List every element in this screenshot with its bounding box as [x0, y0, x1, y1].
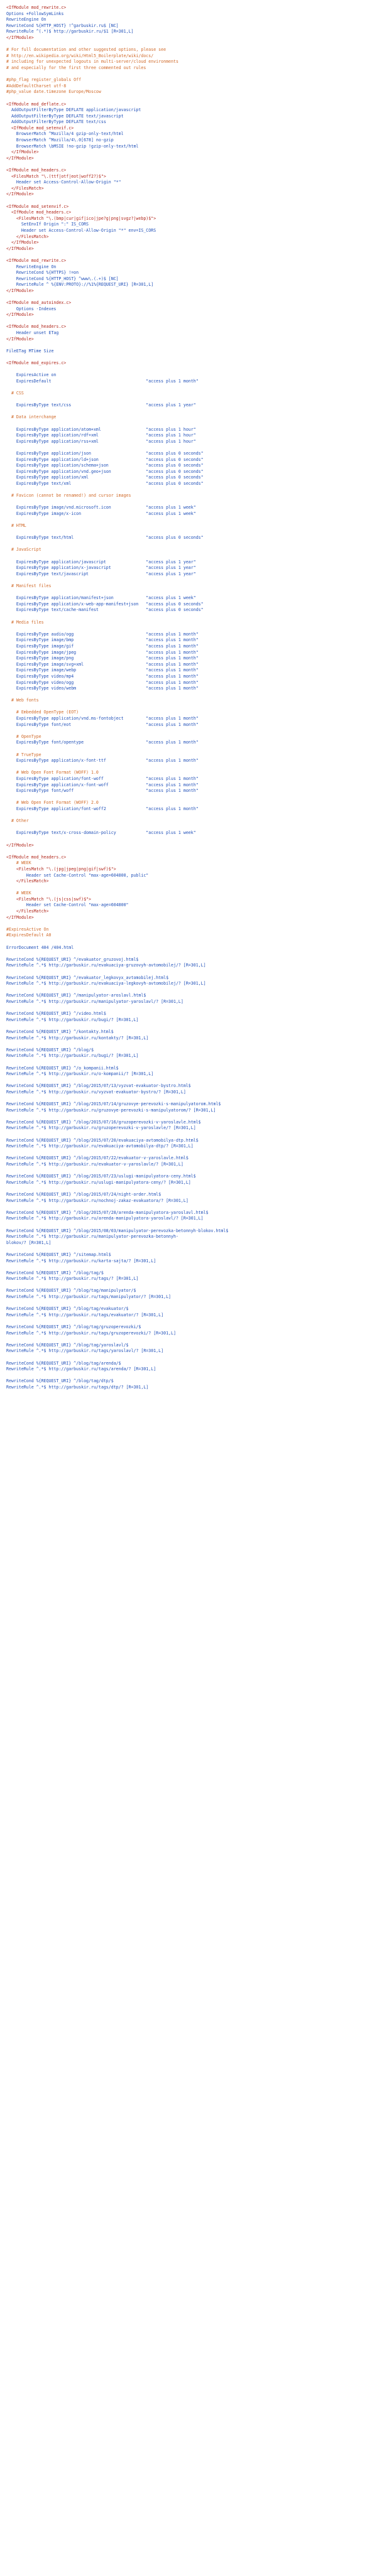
blank-line	[6, 72, 372, 78]
blank-line	[6, 354, 372, 360]
directive-line: ExpiresByType text/javascript "access plus 1 year"	[6, 571, 196, 576]
directive-line: Header unset ETag	[6, 330, 59, 336]
directive-line: ExpiresByType application/font-woff "access plus 1 month"	[6, 776, 199, 781]
directive-line: RewriteCond %{HTTPS} !=on	[6, 270, 79, 276]
directive-line: RewriteCond %{REQUEST_URI} ^/blog/2015/07/28/arenda-manipulyatora-yaroslavl.html$	[6, 1210, 209, 1215]
blank-line	[6, 625, 372, 632]
directive-line: RewriteCond %{REQUEST_URI} ^/blog/2015/07/14/gruzovye-perevozki-s-manipulyatorom.html$	[6, 1101, 221, 1107]
blank-line	[6, 342, 372, 349]
directive-line: RewriteRule ^.*$ http://garbuskir.ru/evakuator-v-yaroslavle/? [R=301,L]	[6, 1162, 183, 1167]
blank-line	[6, 318, 372, 325]
section-line: </FilesMatch>	[6, 879, 49, 884]
comment-line: # Embedded OpenType (EOT)	[6, 710, 79, 715]
directive-line: RewriteRule ^.*$ http://garbuskir.ru/tags/manipulyator/? [R=301,L]	[6, 1294, 172, 1300]
directive-line: RewriteRule ^.*$ http://garbuskir.ru/manipulyator-perevozka-betonnyh-	[6, 1234, 178, 1240]
directive-line: ExpiresActive on	[6, 372, 57, 378]
directive-line: RewriteRule ^.*$ http://garbuskir.ru/tags/gruzoperevozki/? [R=301,L]	[6, 1330, 176, 1336]
directive-line: AddOutputFilterByType DEFLATE application/javascript	[6, 107, 141, 113]
directive-line: ExpiresByType application/x-font-woff "access plus 1 month"	[6, 782, 199, 787]
directive-line: RewriteRule ^.*$ http://garbuskir.ru/kontakty/? [R=301,L]	[6, 1035, 149, 1041]
blank-line	[6, 541, 372, 548]
directive-line: RewriteRule ^.*$ http://garbuskir.ru/arenda-manipulyatora-yaroslavl/? [R=301,L]	[6, 1216, 204, 1221]
directive-line: RewriteRule ^.*$ http://garbuskir.ru/bugi/? [R=301,L]	[6, 1017, 139, 1022]
blank-line	[6, 1222, 372, 1228]
blank-line	[6, 590, 372, 596]
directive-line: blokov/? [R=301,L]	[6, 1240, 52, 1245]
blank-line	[6, 1095, 372, 1101]
blank-line	[6, 813, 372, 819]
directive-line: ExpiresByType image/webp "access plus 1 month"	[6, 668, 199, 673]
directive-line: RewriteCond %{HTTP_HOST} ^www\.(.+)$ [NC]	[6, 276, 119, 281]
section-line: <FilesMatch "\.(js|css|swf)$">	[6, 896, 91, 902]
directive-line: RewriteCond %{REQUEST_URI} ^/kontakty.html$	[6, 1029, 114, 1034]
directive-line: RewriteCond %{REQUEST_URI} ^/blog/2015/07/22/evakuator-v-yaroslavle.html$	[6, 1155, 188, 1161]
directive-line: ExpiresByType image/jpeg "access plus 1 month"	[6, 649, 199, 655]
directive-line: ExpiresByType text/xml "access plus 0 seconds"	[6, 480, 204, 486]
comment-line: # Other	[6, 818, 29, 824]
blank-line	[6, 1336, 372, 1343]
directive-line: Header set Cache-Control "max-age=604800, public"	[6, 872, 149, 878]
comment-line: # http://en.wikipedia.org/wiki/Html5_Boilerplate/wiki/docs/	[6, 53, 154, 58]
directive-line: RewriteRule ^.*$ http://garbuskir.ru/evakuaciya-gruzovyh-avtomobilej/? [R=301,L]	[6, 963, 206, 968]
blank-line	[6, 1168, 372, 1174]
directive-line: RewriteRule ^.*$ http://garbuskir.ru/evakuaciya-legkovyh-avtomobilej/? [R=301,L]	[6, 981, 206, 987]
blank-line	[6, 746, 372, 752]
directive-line: ExpiresByType application/x-font-ttf "access plus 1 month"	[6, 758, 199, 764]
directive-line: RewriteRule ^.*$ http://garbuskir.ru/tags/evakuator/? [R=301,L]	[6, 1312, 164, 1318]
blank-line	[6, 1078, 372, 1084]
directive-line: RewriteRule ^.*$ http://garbuskir.ru/evakuaciya-avtomobilya-dtp/? [R=301,L]	[6, 1144, 194, 1149]
blank-line	[6, 445, 372, 451]
comment-line: #php_flag register_globals Off	[6, 77, 82, 83]
directive-line: SetEnvIf Origin ":" IS_CORS	[6, 222, 89, 227]
blank-line	[6, 692, 372, 698]
directive-line: RewriteCond %{REQUEST_URI} ^/blog/tag/yaroslavl/$	[6, 1342, 129, 1348]
section-line: </IfModule>	[6, 192, 34, 197]
blank-line	[6, 295, 372, 301]
directive-line: ExpiresByType audio/ogg "access plus 1 month"	[6, 631, 199, 637]
blank-line	[6, 198, 372, 204]
directive-line: ExpiresByType text/x-cross-domain-policy "access plus 1 week"	[6, 830, 196, 836]
directive-line: ExpiresByType application/atom+xml "access plus 1 hour"	[6, 426, 196, 432]
comment-line: # CSS	[6, 391, 24, 396]
blank-line	[6, 1355, 372, 1361]
section-line: </FilesMatch>	[6, 185, 44, 191]
directive-line: RewriteRule ^.*$ http://garbuskir.ru/tags/? [R=301,L]	[6, 1276, 139, 1282]
blank-line	[6, 836, 372, 843]
directive-line: RewriteRule ^(.*)$ http://garbuskir.ru/$1 [R=301,L]	[6, 29, 134, 35]
section-line: </IfModule>	[6, 246, 34, 251]
comment-line: # Manifest files	[6, 583, 52, 588]
comment-line: # OpenType	[6, 733, 41, 739]
section-line: <IfModule mod_rewrite.c>	[6, 257, 67, 263]
directive-line: RewriteRule ^.*$ http://garbuskir.ru/vyzvat-evakuator-bystro/? [R=301,L]	[6, 1089, 186, 1095]
section-line: <IfModule mod_headers.c>	[6, 854, 67, 860]
blank-line	[6, 987, 372, 993]
section-line: <IfModule mod_expires.c>	[6, 360, 67, 366]
blank-line	[6, 969, 372, 975]
blank-line	[6, 1318, 372, 1324]
blank-line	[6, 529, 372, 536]
directive-line: ExpiresByType application/x-javascript "access plus 1 year"	[6, 565, 196, 571]
directive-line: RewriteCond %{HTTP_HOST} !^garbuskir.ru$ [NC]	[6, 23, 119, 28]
directive-line: ExpiresByType video/webm "access plus 1 month"	[6, 686, 199, 691]
directive-line: RewriteCond %{REQUEST_URI} ^/blog/tag/dtp/$	[6, 1378, 114, 1384]
section-line: <IfModule mod_headers.c>	[6, 210, 72, 215]
section-line: <IfModule mod_headers.c>	[6, 324, 67, 330]
directive-line: RewriteCond %{REQUEST_URI} ^/blog/2015/07/24/night-order.html$	[6, 1191, 161, 1197]
blank-line	[6, 921, 372, 927]
section-line: </IfModule>	[6, 914, 34, 920]
blank-line	[6, 1059, 372, 1066]
comment-line: # Data interchange	[6, 414, 57, 420]
directive-line: RewriteRule ^.*$ http://garbuskir.ru/tags/dtp/? [R=301,L]	[6, 1384, 149, 1390]
directive-line: ExpiresByType application/manifest+json "access plus 1 week"	[6, 595, 196, 601]
comment-line: # WEEK	[6, 890, 31, 896]
directive-line: RewriteRule ^.*$ http://garbuskir.ru/tags/arenda/? [R=301,L]	[6, 1366, 156, 1372]
blank-line	[6, 41, 372, 48]
directive-line: RewriteRule ^.*$ http://garbuskir.ru/gruzovye-perevozki-s-manipulyatorom/? [R=301,L]	[6, 1107, 216, 1113]
directive-line: AddOutputFilterByType DEFLATE text/javascript	[6, 113, 124, 119]
directive-line: ExpiresByType application/json "access plus 0 seconds"	[6, 450, 204, 456]
directive-line: Options +FollowSymLinks	[6, 11, 64, 16]
directive-line: RewriteEngine On	[6, 264, 57, 269]
directive-line: ExpiresByType application/font-woff2 "access plus 1 month"	[6, 806, 199, 811]
section-line: <FilesMatch "\.(bmp|cur|gif|ico|jpe?g|png|svgz?|webp)$">	[6, 215, 156, 221]
directive-line: RewriteCond %{REQUEST_URI} ^/blog/$	[6, 1047, 94, 1053]
blank-line	[6, 553, 372, 560]
section-line: </IfModule>	[6, 842, 34, 848]
directive-line: Options -Indexes	[6, 306, 57, 311]
comment-line: # Favicon (cannot be renamed!) and cursor images	[6, 493, 131, 499]
directive-line: ExpiresByType text/css "access plus 1 year"	[6, 403, 196, 408]
directive-line: ExpiresByType image/bmp "access plus 1 month"	[6, 637, 199, 643]
directive-line: RewriteCond %{REQUEST_URI} ^/blog/2015/07/20/evakuaciya-avtomobilya-dtp.html$	[6, 1137, 199, 1143]
directive-line: RewriteCond %{REQUEST_URI} ^/manipulyator-aroslavl.html$	[6, 993, 146, 998]
blank-line	[6, 487, 372, 494]
directive-line: RewriteCond %{REQUEST_URI} ^/blog/2015/07/16/gruzoperevozki-v-yaroslavle.html$	[6, 1119, 201, 1125]
directive-line: ExpiresByType image/png "access plus 1 month"	[6, 656, 199, 661]
directive-line: ExpiresByType application/x-web-app-manifest+json "access plus 0 seconds"	[6, 601, 204, 607]
blank-line	[6, 825, 372, 831]
directive-line: ExpiresByType application/xml "access plus 0 seconds"	[6, 475, 204, 480]
section-line: <IfModule mod_rewrite.c>	[6, 5, 67, 10]
directive-line: RewriteCond %{REQUEST_URI} ^/blog/tag/gruzoperevozki/$	[6, 1324, 141, 1330]
comment-line: #ExpiresDefault A0	[6, 933, 52, 938]
comment-line: # Web Open Font Format (WOFF) 2.0	[6, 800, 99, 806]
comment-line: # including for unexpected logouts in multi-server/cloud environments	[6, 59, 178, 65]
directive-line: RewriteRule ^.*$ http://garbuskir.ru/uslugi-manipulyatora-ceny/? [R=301,L]	[6, 1179, 191, 1185]
blank-line	[6, 499, 372, 506]
comment-line: # and especially for the first three commented out rules	[6, 65, 146, 70]
directive-line: ExpiresByType font/opentype "access plus 1 month"	[6, 740, 199, 745]
blank-line	[6, 1132, 372, 1138]
directive-line: RewriteRule ^.*$ http://garbuskir.ru/gruzoperevozki-v-yaroslavle/? [R=301,L]	[6, 1125, 196, 1131]
directive-line: Header set Cache-Control "max-age=604800"	[6, 902, 129, 908]
directive-line: Header set Access-Control-Allow-Origin "*"	[6, 180, 121, 185]
directive-line: Header set Access-Control-Allow-Origin "*" env=IS_CORS	[6, 227, 156, 233]
directive-line: ExpiresByType application/rss+xml "access plus 1 hour"	[6, 438, 196, 444]
directive-line: RewriteCond %{REQUEST_URI} ^/o_kompanii.html$	[6, 1065, 119, 1071]
blank-line	[6, 252, 372, 258]
section-line: <IfModule mod_headers.c>	[6, 168, 67, 173]
blank-line	[6, 1301, 372, 1307]
blank-line	[6, 1282, 372, 1289]
blank-line	[6, 794, 372, 801]
directive-line: RewriteCond %{REQUEST_URI} ^/blog/tag/arenda/$	[6, 1360, 121, 1366]
section-line: </FilesMatch>	[6, 909, 49, 914]
blank-line	[6, 1113, 372, 1120]
comment-line: # HTML	[6, 523, 26, 529]
blank-line	[6, 939, 372, 945]
blank-line	[6, 161, 372, 168]
blank-line	[6, 1023, 372, 1029]
directive-line: RewriteRule ^.*$ http://garbuskir.ru/manipulyator-yaroslavl/? [R=301,L]	[6, 998, 183, 1004]
blank-line	[6, 1041, 372, 1047]
section-line: <FilesMatch "\.(jpg|jpeg|png|gif|swf)$">	[6, 866, 116, 872]
blank-line	[6, 517, 372, 523]
directive-line: RewriteCond %{REQUEST_URI} ^/blog/tag/evakuator/$	[6, 1306, 129, 1312]
directive-line: ExpiresByType video/ogg "access plus 1 month"	[6, 679, 199, 685]
directive-line: RewriteCond %{REQUEST_URI} ^/blog/tag/manipulyator/$	[6, 1288, 136, 1294]
directive-line: RewriteCond %{REQUEST_URI} ^/video.html$	[6, 1011, 106, 1017]
directive-line: ExpiresByType application/rdf+xml "access plus 1 hour"	[6, 433, 196, 438]
blank-line	[6, 397, 372, 403]
directive-line: RewriteRule ^.*$ http://garbuskir.ru/bugi/? [R=301,L]	[6, 1053, 139, 1059]
directive-line: ExpiresByType font/eot "access plus 1 month"	[6, 722, 199, 727]
blank-line	[6, 885, 372, 891]
directive-line: RewriteRule ^.*$ http://garbuskir.ru/nochnoj-zakaz-evakuatora/? [R=301,L]	[6, 1198, 188, 1203]
section-line: <IfModule mod_setenvif.c>	[6, 125, 74, 131]
directive-line: RewriteRule ^ %{ENV:PROTO}://%1%{REQUEST_URI} [R=301,L]	[6, 282, 154, 288]
blank-line	[6, 728, 372, 734]
section-line: </IfModule>	[6, 155, 34, 161]
directive-line: ExpiresByType text/html "access plus 0 seconds"	[6, 535, 204, 541]
comment-line: #AddDefaultCharset utf-8	[6, 83, 67, 89]
section-line: <FilesMatch "\.(ttf|otf|eot|woff2?)$">	[6, 173, 106, 179]
blank-line	[6, 577, 372, 583]
directive-line: ExpiresByType application/schema+json "access plus 0 seconds"	[6, 463, 204, 468]
directive-line: RewriteRule ^.*$ http://garbuskir.ru/o-kompanii/? [R=301,L]	[6, 1071, 154, 1077]
section-line: </FilesMatch>	[6, 234, 49, 239]
blank-line	[6, 421, 372, 427]
directive-line: RewriteEngine On	[6, 17, 46, 23]
directive-line: FileETag MTime Size	[6, 348, 54, 354]
blank-line	[6, 1005, 372, 1012]
blank-line	[6, 1204, 372, 1210]
blank-line	[6, 848, 372, 855]
directive-line: RewriteCond %{REQUEST_URI} ^/evakuator_gruzovoj.html$	[6, 956, 139, 962]
directive-line: ExpiresByType image/x-icon "access plus 1 week"	[6, 511, 196, 516]
blank-line	[6, 384, 372, 391]
directive-line: BrowserMatch ^Mozilla/4 gzip-only-text/html	[6, 131, 124, 137]
section-line: </IfModule>	[6, 240, 39, 246]
comment-line: # JavaScript	[6, 547, 41, 553]
directive-line: ExpiresByType image/vnd.microsoft.icon "access plus 1 week"	[6, 505, 196, 511]
directive-line: BrowserMatch ^Mozilla/4\.0[678] no-gzip	[6, 138, 114, 143]
directive-line: RewriteRule ^.*$ http://garbuskir.ru/karta-sajta/? [R=301,L]	[6, 1258, 156, 1264]
comment-line: # WEEK	[6, 860, 31, 866]
blank-line	[6, 614, 372, 620]
blank-line	[6, 1373, 372, 1379]
section-line: <IfModule mod_setenvif.c>	[6, 203, 69, 209]
comment-line: # Media files	[6, 619, 44, 625]
directive-line: ErrorDocument 404 /404.html	[6, 944, 74, 950]
comment-line: #php_value date.timezone Europe/Moscow	[6, 89, 101, 95]
directive-line: RewriteRule ^.*$ http://garbuskir.ru/tags/yaroslavl/? [R=301,L]	[6, 1348, 164, 1354]
directive-line: RewriteCond %{REQUEST_URI} ^/blog/2015/07/23/uslugi-manipulyatora-ceny.html$	[6, 1174, 196, 1179]
comment-line: # For full documentation and other suggested options, please see	[6, 47, 167, 53]
directive-line: ExpiresByType image/gif "access plus 1 month"	[6, 643, 199, 649]
blank-line	[6, 1186, 372, 1192]
directive-line: ExpiresByType application/ld+json "access plus 0 seconds"	[6, 457, 204, 462]
blank-line	[6, 1264, 372, 1270]
directive-line: ExpiresByType application/vnd.ms-fontobject "access plus 1 month"	[6, 716, 199, 722]
section-line: </IfModule>	[6, 312, 34, 318]
section-line: </IfModule>	[6, 336, 34, 342]
blank-line	[6, 409, 372, 415]
comment-line: # Web Open Font Format (WOFF) 1.0	[6, 770, 99, 776]
directive-line: RewriteCond %{REQUEST_URI} ^/sitemap.html$	[6, 1252, 111, 1257]
directive-line: ExpiresByType application/vnd.geo+json "access plus 0 seconds"	[6, 468, 204, 474]
directive-line: ExpiresByType image/svg+xml "access plus 1 month"	[6, 661, 199, 667]
directive-line: ExpiresDefault "access plus 1 month"	[6, 378, 199, 384]
section-line: </IfModule>	[6, 149, 39, 155]
section-line: <IfModule mod_autoindex.c>	[6, 300, 72, 306]
directive-line: RewriteCond %{REQUEST_URI} ^/blog/2015/08/03/manipulyator-perevozka-betonnyh-blokov.html$	[6, 1228, 229, 1233]
directive-line: ExpiresByType font/woff "access plus 1 month"	[6, 788, 199, 794]
directive-line: ExpiresByType application/javascript "access plus 1 year"	[6, 559, 196, 565]
blank-line	[6, 1246, 372, 1252]
blank-line	[6, 951, 372, 957]
section-line: </IfModule>	[6, 288, 34, 293]
blank-line	[6, 367, 372, 373]
comment-line: # TrueType	[6, 752, 41, 757]
directive-line: ExpiresByType video/mp4 "access plus 1 month"	[6, 673, 199, 679]
directive-line: RewriteCond %{REQUEST_URI} ^/evakuator_legkovyx_avtomobilej.html$	[6, 975, 169, 980]
blank-line	[6, 1150, 372, 1156]
blank-line	[6, 764, 372, 771]
directive-line: RewriteCond %{REQUEST_URI} ^/blog/tag/$	[6, 1270, 104, 1275]
blank-line	[6, 95, 372, 102]
section-line: </IfModule>	[6, 35, 34, 40]
comment-line: # Web fonts	[6, 698, 39, 703]
directive-line: AddOutputFilterByType DEFLATE text/css	[6, 119, 106, 125]
directive-line: BrowserMatch \bMSIE !no-gzip !gzip-only-text/html	[6, 143, 139, 149]
comment-line: #ExpiresActive On	[6, 926, 49, 932]
blank-line	[6, 704, 372, 710]
directive-line: ExpiresByType text/cache-manifest "access plus 0 seconds"	[6, 607, 204, 613]
section-line: <IfModule mod_deflate.c>	[6, 101, 67, 107]
directive-line: RewriteCond %{REQUEST_URI} ^/blog/2015/07/13/vyzvat-evakuator-bystro.html$	[6, 1083, 191, 1089]
